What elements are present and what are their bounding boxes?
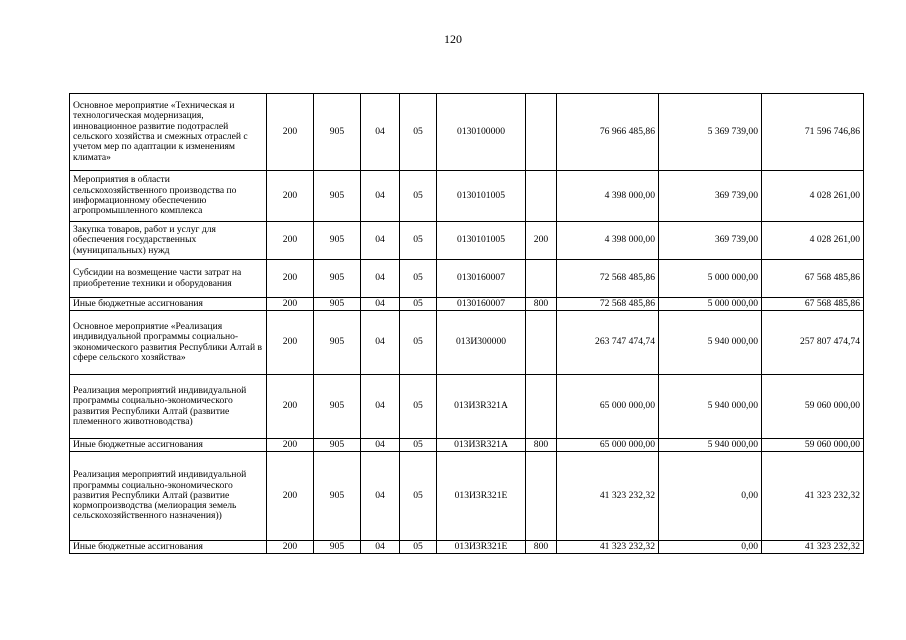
admin-code: 200 [267,541,314,554]
section-code: 04 [361,171,400,222]
table-row [70,298,864,311]
subsection-code: 05 [400,439,437,452]
page-number: 120 [444,32,462,46]
amount-1: 72 568 485,86 [557,298,659,311]
amount-1: 65 000 000,00 [557,375,659,439]
amount-3: 4 028 261,00 [762,171,864,222]
amount-2: 369 739,00 [659,222,762,260]
expense-type-code [526,311,557,375]
subsection-code: 05 [400,171,437,222]
target-article-code: 0130160007 [437,298,526,311]
subsection-code: 05 [400,222,437,260]
item-name: Закупка товаров, работ и услуг для обеспечения государственных (муниципальных) нужд [70,222,267,260]
amount-3: 257 807 474,74 [762,311,864,375]
table-row [70,171,864,222]
expense-type-code: 800 [526,298,557,311]
table-row [70,311,864,375]
ministry-code: 905 [314,541,361,554]
amount-2: 5 940 000,00 [659,375,762,439]
item-name: Основное мероприятие «Техническая и технологическая модернизация, инновационное развитие подотраслей сельского хозяйства и смежных отраслей с учетом мер по адаптации к изменениям климата» [70,94,267,171]
amount-2: 5 000 000,00 [659,260,762,298]
ministry-code: 905 [314,452,361,541]
subsection-code: 05 [400,260,437,298]
budget-table [69,93,864,554]
amount-1: 263 747 474,74 [557,311,659,375]
section-code: 04 [361,439,400,452]
item-name: Основное мероприятие «Реализация индивидуальной программы социально-экономического развития Республики Алтай в сфере сельского хозяйства» [70,311,267,375]
amount-3: 41 323 232,32 [762,541,864,554]
table-row [70,452,864,541]
table-row [70,439,864,452]
amount-1: 65 000 000,00 [557,439,659,452]
amount-2: 0,00 [659,452,762,541]
section-code: 04 [361,541,400,554]
admin-code: 200 [267,171,314,222]
expense-type-code [526,171,557,222]
amount-1: 4 398 000,00 [557,171,659,222]
admin-code: 200 [267,439,314,452]
target-article-code: 013И3R321Е [437,541,526,554]
admin-code: 200 [267,298,314,311]
admin-code: 200 [267,375,314,439]
ministry-code: 905 [314,171,361,222]
amount-2: 0,00 [659,541,762,554]
section-code: 04 [361,222,400,260]
section-code: 04 [361,298,400,311]
amount-3: 59 060 000,00 [762,439,864,452]
expense-type-code [526,260,557,298]
item-name: Реализация мероприятий индивидуальной программы социально-экономического развития Республики Алтай (развитие кормопроизводства (мелиорация земель сельскохозяйственного назначения)) [70,452,267,541]
amount-1: 72 568 485,86 [557,260,659,298]
admin-code: 200 [267,311,314,375]
section-code: 04 [361,94,400,171]
ministry-code: 905 [314,260,361,298]
target-article-code: 0130160007 [437,260,526,298]
ministry-code: 905 [314,298,361,311]
subsection-code: 05 [400,311,437,375]
table-row [70,541,864,554]
subsection-code: 05 [400,541,437,554]
amount-3: 67 568 485,86 [762,298,864,311]
amount-3: 4 028 261,00 [762,222,864,260]
amount-3: 71 596 746,86 [762,94,864,171]
subsection-code: 05 [400,94,437,171]
amount-1: 4 398 000,00 [557,222,659,260]
target-article-code: 0130101005 [437,171,526,222]
table-row [70,375,864,439]
admin-code: 200 [267,94,314,171]
amount-1: 41 323 232,32 [557,541,659,554]
table-row [70,222,864,260]
admin-code: 200 [267,260,314,298]
amount-1: 41 323 232,32 [557,452,659,541]
table-row [70,94,864,171]
subsection-code: 05 [400,298,437,311]
amount-3: 59 060 000,00 [762,375,864,439]
section-code: 04 [361,375,400,439]
section-code: 04 [361,452,400,541]
item-name: Иные бюджетные ассигнования [70,298,267,311]
amount-1: 76 966 485,86 [557,94,659,171]
target-article-code: 013И3R321А [437,375,526,439]
target-article-code: 0130100000 [437,94,526,171]
amount-2: 5 940 000,00 [659,311,762,375]
ministry-code: 905 [314,439,361,452]
target-article-code: 013И3R321Е [437,452,526,541]
section-code: 04 [361,311,400,375]
admin-code: 200 [267,452,314,541]
item-name: Мероприятия в области сельскохозяйственного производства по информационному обеспечению агропромышленного комплекса [70,171,267,222]
expense-type-code [526,375,557,439]
subsection-code: 05 [400,375,437,439]
expense-type-code [526,452,557,541]
ministry-code: 905 [314,222,361,260]
amount-2: 369 739,00 [659,171,762,222]
item-name: Субсидии на возмещение части затрат на приобретение техники и оборудования [70,260,267,298]
section-code: 04 [361,260,400,298]
item-name: Иные бюджетные ассигнования [70,541,267,554]
amount-2: 5 369 739,00 [659,94,762,171]
ministry-code: 905 [314,311,361,375]
table-row [70,260,864,298]
expense-type-code [526,94,557,171]
item-name: Реализация мероприятий индивидуальной программы социально-экономического развития Республики Алтай (развитие племенного животноводства) [70,375,267,439]
expense-type-code: 800 [526,439,557,452]
amount-2: 5 940 000,00 [659,439,762,452]
item-name: Иные бюджетные ассигнования [70,439,267,452]
target-article-code: 013И300000 [437,311,526,375]
target-article-code: 0130101005 [437,222,526,260]
subsection-code: 05 [400,452,437,541]
target-article-code: 013И3R321А [437,439,526,452]
admin-code: 200 [267,222,314,260]
ministry-code: 905 [314,94,361,171]
expense-type-code: 800 [526,541,557,554]
amount-3: 41 323 232,32 [762,452,864,541]
expense-type-code: 200 [526,222,557,260]
ministry-code: 905 [314,375,361,439]
amount-3: 67 568 485,86 [762,260,864,298]
amount-2: 5 000 000,00 [659,298,762,311]
